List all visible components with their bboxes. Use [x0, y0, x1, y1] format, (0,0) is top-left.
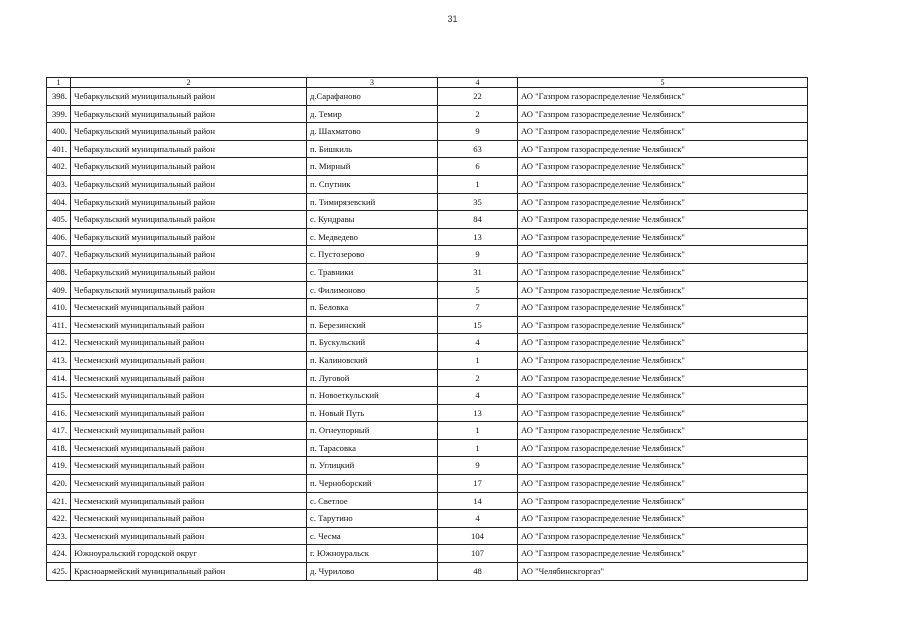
locality-cell: п. Спутник: [307, 175, 438, 193]
row-number: 413.: [47, 351, 71, 369]
organization-cell: АО "Газпром газораспределение Челябинск": [518, 88, 808, 106]
locality-cell: с. Светлое: [307, 492, 438, 510]
table-row: [47, 211, 808, 229]
count-cell: 48: [438, 563, 518, 581]
organization-cell: АО "Газпром газораспределение Челябинск": [518, 422, 808, 440]
locality-cell: с. Пустозерово: [307, 246, 438, 264]
row-number: 420.: [47, 475, 71, 493]
count-cell: 17: [438, 475, 518, 493]
organization-cell: АО "Газпром газораспределение Челябинск": [518, 175, 808, 193]
table-row: [47, 404, 808, 422]
district-cell: Чебаркульский муниципальный район: [71, 175, 307, 193]
row-number: 411.: [47, 316, 71, 334]
row-number: 417.: [47, 422, 71, 440]
count-cell: 107: [438, 545, 518, 563]
count-cell: 6: [438, 158, 518, 176]
district-cell: Чебаркульский муниципальный район: [71, 123, 307, 141]
header-col-3: 3: [307, 78, 438, 88]
locality-cell: п. Беловка: [307, 299, 438, 317]
locality-cell: п. Луговой: [307, 369, 438, 387]
count-cell: 1: [438, 422, 518, 440]
count-cell: 63: [438, 140, 518, 158]
row-number: 402.: [47, 158, 71, 176]
row-number: 424.: [47, 545, 71, 563]
count-cell: 1: [438, 351, 518, 369]
organization-cell: АО "Газпром газораспределение Челябинск": [518, 351, 808, 369]
district-cell: Чебаркульский муниципальный район: [71, 88, 307, 106]
row-number: 409.: [47, 281, 71, 299]
locality-cell: д.Сарафаново: [307, 88, 438, 106]
organization-cell: АО "Газпром газораспределение Челябинск": [518, 510, 808, 528]
table-row: [47, 527, 808, 545]
locality-cell: п. Березинский: [307, 316, 438, 334]
locality-cell: п. Калиновский: [307, 351, 438, 369]
header-col-2: 2: [71, 78, 307, 88]
count-cell: 13: [438, 228, 518, 246]
page-number: 31: [447, 14, 458, 24]
table-row: [47, 334, 808, 352]
count-cell: 13: [438, 404, 518, 422]
organization-cell: АО "Газпром газораспределение Челябинск": [518, 334, 808, 352]
table-row: [47, 158, 808, 176]
header-col-4: 4: [438, 78, 518, 88]
row-number: 410.: [47, 299, 71, 317]
table-row: [47, 175, 808, 193]
district-cell: Чебаркульский муниципальный район: [71, 281, 307, 299]
table-row: [47, 387, 808, 405]
organization-cell: АО "Газпром газораспределение Челябинск": [518, 545, 808, 563]
row-number: 422.: [47, 510, 71, 528]
row-number: 418.: [47, 439, 71, 457]
row-number: 404.: [47, 193, 71, 211]
table-row: [47, 351, 808, 369]
district-cell: Чесменский муниципальный район: [71, 422, 307, 440]
row-number: 406.: [47, 228, 71, 246]
row-number: 415.: [47, 387, 71, 405]
district-cell: Чебаркульский муниципальный район: [71, 193, 307, 211]
table-row: [47, 563, 808, 581]
count-cell: 1: [438, 439, 518, 457]
district-cell: Чесменский муниципальный район: [71, 316, 307, 334]
row-number: 414.: [47, 369, 71, 387]
table-row: [47, 510, 808, 528]
district-cell: Чесменский муниципальный район: [71, 439, 307, 457]
count-cell: 35: [438, 193, 518, 211]
table-row: [47, 193, 808, 211]
row-number: 425.: [47, 563, 71, 581]
organization-cell: АО "Газпром газораспределение Челябинск": [518, 316, 808, 334]
district-cell: Чебаркульский муниципальный район: [71, 211, 307, 229]
row-number: 419.: [47, 457, 71, 475]
locality-cell: с. Тарутино: [307, 510, 438, 528]
table-row: [47, 123, 808, 141]
district-cell: Чесменский муниципальный район: [71, 334, 307, 352]
district-cell: Чесменский муниципальный район: [71, 492, 307, 510]
row-number: 403.: [47, 175, 71, 193]
district-cell: Красноармейский муниципальный район: [71, 563, 307, 581]
row-number: 408.: [47, 263, 71, 281]
table-row: [47, 228, 808, 246]
count-cell: 84: [438, 211, 518, 229]
locality-cell: п. Тимирязевский: [307, 193, 438, 211]
row-number: 398.: [47, 88, 71, 106]
locality-cell: д. Чуриловo: [307, 563, 438, 581]
count-cell: 2: [438, 369, 518, 387]
organization-cell: АО "Газпром газораспределение Челябинск": [518, 105, 808, 123]
table-row: [47, 439, 808, 457]
count-cell: 4: [438, 334, 518, 352]
district-cell: Чесменский муниципальный район: [71, 510, 307, 528]
count-cell: 7: [438, 299, 518, 317]
table-row: [47, 422, 808, 440]
locality-cell: п. Огнеупорный: [307, 422, 438, 440]
district-cell: Чесменский муниципальный район: [71, 527, 307, 545]
organization-cell: АО "Газпром газораспределение Челябинск": [518, 228, 808, 246]
count-cell: 104: [438, 527, 518, 545]
locality-cell: п. Бускульский: [307, 334, 438, 352]
locality-cell: с. Чесма: [307, 527, 438, 545]
table-row: [47, 263, 808, 281]
locality-cell: п. Бишкиль: [307, 140, 438, 158]
table-row: [47, 105, 808, 123]
district-cell: Чесменский муниципальный район: [71, 351, 307, 369]
count-cell: 4: [438, 387, 518, 405]
locality-cell: д. Шахматово: [307, 123, 438, 141]
row-number: 416.: [47, 404, 71, 422]
locality-cell: г. Южноуральск: [307, 545, 438, 563]
district-cell: Чесменский муниципальный район: [71, 475, 307, 493]
count-cell: 9: [438, 123, 518, 141]
district-cell: Чебаркульский муниципальный район: [71, 228, 307, 246]
table-row: [47, 246, 808, 264]
organization-cell: АО "Газпром газораспределение Челябинск": [518, 527, 808, 545]
locality-cell: п. Черноборский: [307, 475, 438, 493]
row-number: 407.: [47, 246, 71, 264]
row-number: 423.: [47, 527, 71, 545]
district-cell: Чебаркульский муниципальный район: [71, 140, 307, 158]
count-cell: 9: [438, 457, 518, 475]
organization-cell: АО "Газпром газораспределение Челябинск": [518, 123, 808, 141]
header-col-5: 5: [518, 78, 808, 88]
locality-cell: п. Тарасовка: [307, 439, 438, 457]
table-row: [47, 140, 808, 158]
district-cell: Чесменский муниципальный район: [71, 457, 307, 475]
district-cell: Чесменский муниципальный район: [71, 387, 307, 405]
locality-cell: с. Травники: [307, 263, 438, 281]
header-col-1: 1: [47, 78, 71, 88]
table-row: [47, 492, 808, 510]
row-number: 412.: [47, 334, 71, 352]
locality-cell: п. Углицкий: [307, 457, 438, 475]
locality-cell: д. Темир: [307, 105, 438, 123]
table-row: [47, 88, 808, 106]
table-row: [47, 369, 808, 387]
count-cell: 4: [438, 510, 518, 528]
organization-cell: АО "Газпром газораспределение Челябинск": [518, 281, 808, 299]
district-cell: Чебаркульский муниципальный район: [71, 105, 307, 123]
row-number: 399.: [47, 105, 71, 123]
organization-cell: АО "Газпром газораспределение Челябинск": [518, 475, 808, 493]
organization-cell: АО "Газпром газораспределение Челябинск": [518, 369, 808, 387]
district-cell: Чебаркульский муниципальный район: [71, 246, 307, 264]
count-cell: 14: [438, 492, 518, 510]
locality-cell: п. Новоеткульский: [307, 387, 438, 405]
district-cell: Чесменский муниципальный район: [71, 299, 307, 317]
district-cell: Чебаркульский муниципальный район: [71, 158, 307, 176]
organization-cell: АО "Газпром газораспределение Челябинск": [518, 299, 808, 317]
table-row: [47, 281, 808, 299]
count-cell: 1: [438, 175, 518, 193]
table-row: [47, 545, 808, 563]
data-table: [46, 77, 808, 581]
organization-cell: АО "Газпром газораспределение Челябинск": [518, 211, 808, 229]
count-cell: 2: [438, 105, 518, 123]
locality-cell: с. Филимоново: [307, 281, 438, 299]
table-body: [47, 88, 808, 581]
row-number: 421.: [47, 492, 71, 510]
count-cell: 31: [438, 263, 518, 281]
organization-cell: АО "Газпром газораспределение Челябинск": [518, 140, 808, 158]
table-header-row: [47, 78, 808, 88]
organization-cell: АО "Газпром газораспределение Челябинск": [518, 457, 808, 475]
table-row: [47, 475, 808, 493]
locality-cell: с. Кундравы: [307, 211, 438, 229]
locality-cell: п. Новый Путь: [307, 404, 438, 422]
organization-cell: АО "Газпром газораспределение Челябинск": [518, 246, 808, 264]
count-cell: 5: [438, 281, 518, 299]
district-cell: Южноуральский городской округ: [71, 545, 307, 563]
locality-cell: с. Медведево: [307, 228, 438, 246]
organization-cell: АО "Газпром газораспределение Челябинск": [518, 263, 808, 281]
row-number: 401.: [47, 140, 71, 158]
count-cell: 9: [438, 246, 518, 264]
table-row: [47, 316, 808, 334]
organization-cell: АО "Челябинскгоргаз": [518, 563, 808, 581]
organization-cell: АО "Газпром газораспределение Челябинск": [518, 404, 808, 422]
row-number: 405.: [47, 211, 71, 229]
table-row: [47, 457, 808, 475]
table-row: [47, 299, 808, 317]
organization-cell: АО "Газпром газораспределение Челябинск": [518, 439, 808, 457]
count-cell: 15: [438, 316, 518, 334]
row-number: 400.: [47, 123, 71, 141]
district-cell: Чебаркульский муниципальный район: [71, 263, 307, 281]
district-cell: Чесменский муниципальный район: [71, 369, 307, 387]
locality-cell: п. Мирный: [307, 158, 438, 176]
organization-cell: АО "Газпром газораспределение Челябинск": [518, 492, 808, 510]
count-cell: 22: [438, 88, 518, 106]
district-cell: Чесменский муниципальный район: [71, 404, 307, 422]
organization-cell: АО "Газпром газораспределение Челябинск": [518, 158, 808, 176]
organization-cell: АО "Газпром газораспределение Челябинск": [518, 387, 808, 405]
organization-cell: АО "Газпром газораспределение Челябинск": [518, 193, 808, 211]
